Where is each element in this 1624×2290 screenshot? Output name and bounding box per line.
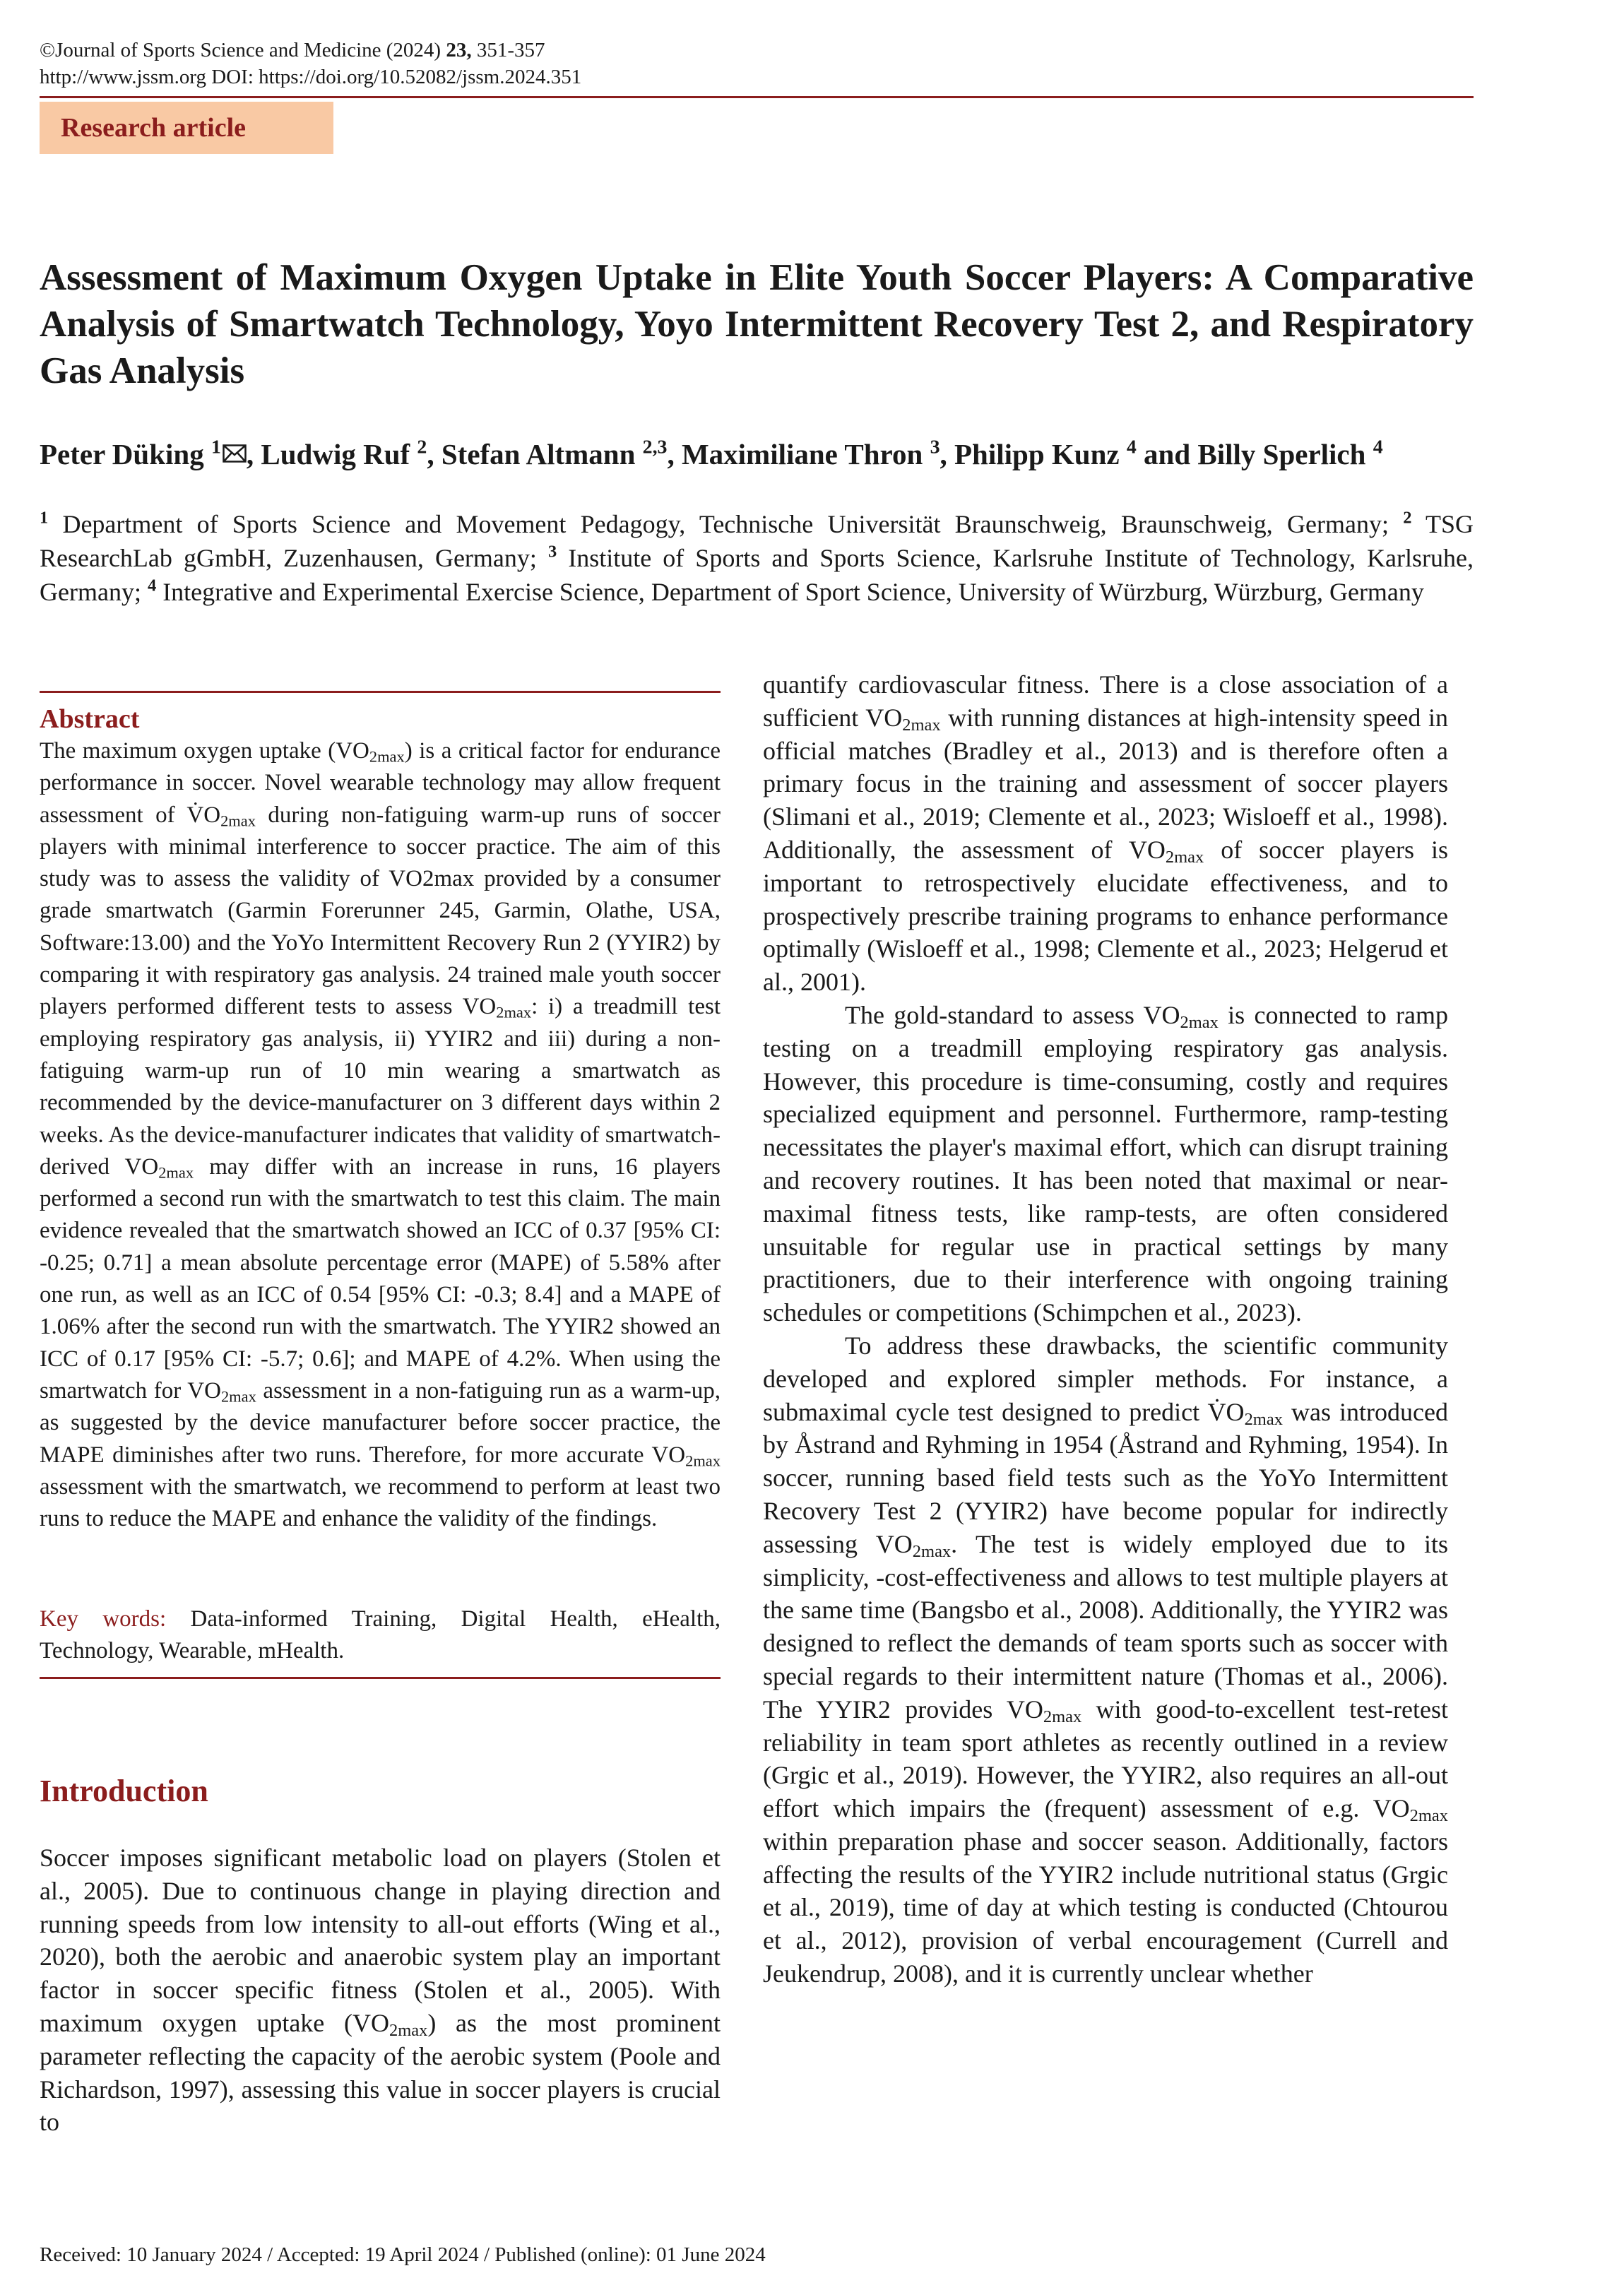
subscript: 2max [1043, 1707, 1082, 1726]
article-type-badge: Research article [40, 102, 333, 154]
keywords-label: Key words: [40, 1606, 167, 1632]
citation-line: ©Journal of Sports Science and Medicine (2024) 23, 351-357 [40, 39, 545, 61]
right-column [763, 668, 1448, 1991]
paragraph-fitness [763, 668, 1448, 999]
text-run: assessment in a non-fatiguing run as a warm-up, as suggested by the device manufacturer before soccer practice, the MAPE diminishes after two runs. Therefore, for more accurate VO [40, 1377, 721, 1468]
text-run: was introduced by Åstrand and Ryhming in 1954 (Åstrand and Ryhming, 1954). In soccer, running based field tests such as the YoYo Intermittent Recovery Test 2 (YYIR2) have become popular for indirectly assessing VO [763, 1397, 1449, 1558]
text-run: with good-to-excellent test-retest reliability in team sport athletes as recently outlined in a review (Grgic et al., 2019). However, the YYIR2, also requires an all-out effort which impairs the (frequent) assessment of e.g. VO [763, 1695, 1449, 1823]
abstract-top-rule [40, 691, 721, 693]
keywords-bottom-rule [40, 1677, 721, 1679]
text-run: ) as the most prominent parameter reflecting the capacity of the aerobic system (Poole and Richardson, 1997), assessing this value in soccer players is crucial to [40, 2008, 721, 2137]
author-name: Peter Düking $^1$ [40, 438, 247, 470]
received-dates: Received: 10 January 2024 / Accepted: 19 April 2024 / Published (online): 01 June 2024 [40, 2243, 766, 2266]
subscript: 2max [369, 747, 405, 766]
affiliation-number: 1 [40, 508, 49, 528]
affiliation-number: 4 [147, 576, 157, 595]
author-affiliation-number: 2,3 [642, 436, 668, 458]
author-affiliation-number: 4 [1373, 436, 1383, 458]
introduction-section [40, 1773, 721, 2139]
abstract-heading: Abstract [40, 704, 140, 734]
text-run: To address these drawbacks, the scientific community developed and explored simpler methods. For instance, a submaximal cycle test designed to predict V̇O [763, 1331, 1448, 1426]
header-divider [40, 96, 1474, 98]
keywords [40, 1603, 721, 1667]
author-affiliation-number: 3 [930, 436, 940, 458]
introduction-text [40, 1841, 721, 2139]
affiliation-text: Department of Sports Science and Movement Pedagogy, Technische Universität Braunschweig, Braunschweig, Germany; [48, 510, 1404, 538]
author-affiliation-number: 2 [417, 436, 427, 458]
subscript: 2max [389, 2021, 428, 2041]
text-run: The gold-standard to assess VO [845, 1000, 1180, 1029]
keywords-text: Data-informed Training, Digital Health, eHealth, Technology, Wearable, mHealth. [40, 1606, 721, 1663]
doi-line[interactable]: http://www.jssm.org DOI: https://doi.org/10.52082/jssm.2024.351 [40, 66, 582, 88]
author-name: Philipp Kunz $^4$ [954, 436, 1137, 470]
affiliation-number: 3 [547, 542, 557, 562]
affiliation-text: Integrative and Experimental Exercise Science, Department of Sport Science, University of Würzburg, Würzburg, Germany [156, 578, 1424, 606]
paragraph-gold-standard [763, 999, 1448, 1329]
text-run: with running distances at high-intensity speed in official matches (Bradley et al., 2013) and is therefore often a primary focus in the training and assessment of soccer players (Slimani et al., 2019; Clemente et al., 2023; Wisloeff et al., 1998). Additionally, the assessment of VO [763, 703, 1448, 864]
text-run: is connected to ramp testing on a treadmill employing respiratory gas analysis. However, this procedure is time-consuming, costly and requires specialized equipment and personnel. Furthermore, ramp-testing necessitates the player's maximal effort, which can disrupt training and recovery routines. It has been noted that maximal or near-maximal fitness tests, like ramp-tests, are often considered unsuitable for regular use in practical settings by many practitioners, due to their interference with ongoing training schedules or competitions (Schimpchen et al., 2023). [763, 1000, 1448, 1327]
affiliation-number: 2 [1403, 508, 1412, 528]
author-name: Maximiliane Thron $^3$ [681, 436, 940, 470]
author-name: Stefan Altmann $^{2,3}$ [441, 436, 668, 470]
introduction-heading: Introduction [40, 1774, 208, 1808]
abstract-text [40, 735, 721, 1535]
text-run: . The test is widely employed due to its simplicity, -cost-effectiveness and allows to test multiple players at the same time (Bangsbo et al., 2008). Additionally, the YYIR2 was designed to reflect the demands of team sports such as soccer with special regards to their intermittent nature (Thomas et al., 2006). The YYIR2 provides VO [763, 1529, 1448, 1724]
text-run: may differ with an increase in runs, 16 players performed a second run with the smartwatch to test this claim. The main evidence revealed that the smartwatch showed an ICC of 0.37 [95% CI: -0.25; 0.71] a mean absolute percentage error (MAPE) of 5.58% after one run, as well as an ICC of 0.54 [95% CI: -0.3; 8.4] and a MAPE of 1.06% after the second run with the smartwatch. The YYIR2 showed an ICC of 0.17 [95% CI: -5.7; 0.6]; and MAPE of 4.2%. When using the smartwatch for VO [40, 1153, 721, 1404]
affiliation-text: Institute of Sports and Sports Science, Karlsruhe Institute of Technology, Karlsruhe, Germany; [40, 544, 1474, 606]
subscript: 2max [220, 812, 256, 830]
subscript: 2max [1180, 1013, 1219, 1033]
subscript: 2max [496, 1003, 532, 1021]
text-run: assessment with the smartwatch, we recommend to perform at least two runs to reduce the MAPE and enhance the validity of the findings. [40, 1473, 721, 1532]
author-name: Ludwig Ruf $^2$ [261, 436, 427, 470]
keywords-section [40, 1603, 721, 1679]
subscript: 2max [1409, 1806, 1448, 1826]
affiliation-text: TSG ResearchLab gGmbH, Zuzenhausen, Germany; [40, 510, 1474, 572]
affiliations [40, 507, 1474, 609]
text-run: The maximum oxygen uptake (VO [40, 738, 369, 764]
subscript: 2max [902, 715, 941, 735]
text-run: Soccer imposes significant metabolic load on players (Stolen et al., 2005). Due to continuous change in playing direction and running speeds from low intensity to all-out efforts (Wing et al., 2020), both the aerobic and anaerobic system play an important factor in soccer specific fitness (Stolen et al., 2005). With maximum oxygen uptake (VO [40, 1844, 721, 2037]
author-affiliation-number: 4 [1126, 436, 1137, 458]
journal-header [40, 37, 581, 90]
text-run: ) is a critical factor for endurance performance in soccer. Novel wearable technology may allow frequent assessment of V̇O [40, 738, 721, 828]
paragraph-drawbacks [763, 1329, 1448, 1991]
envelope-icon[interactable] [223, 444, 247, 463]
subscript: 2max [1244, 1409, 1283, 1429]
subscript: 2max [685, 1452, 721, 1470]
subscript: 2max [158, 1163, 194, 1182]
paper-title: Assessment of Maximum Oxygen Uptake in Elite Youth Soccer Players: A Comparative Analysis of Smartwatch Technology, Yoyo Intermittent Recovery Test 2, and Respiratory Gas Analysis [40, 257, 1474, 391]
subscript: 2max [220, 1387, 256, 1406]
text-run: quantify cardiovascular fitness. There is a close association of a sufficient VO [763, 670, 1448, 732]
text-run: of soccer players is important to retrospectively elucidate effectiveness, and to prospectively prescribe training programs to enhance performance optimally (Wisloeff et al., 1998; Clemente et al., 2023; Helgerud et al., 2001). [763, 835, 1448, 997]
text-run: during non-fatiguing warm-up runs of soccer players with minimal interference to soccer practice. The aim of this study was to assess the validity of VO2max provided by a consumer grade smartwatch (Garmin Forerunner 245, Garmin, Olathe, USA, Software:13.00) and the YoYo Intermittent Recovery Run 2 (YYIR2) by comparing it with respiratory gas analysis. 24 trained male youth soccer players performed different tests to assess VO [40, 802, 721, 1020]
text-run: within preparation phase and soccer season. Additionally, factors affecting the results of the YYIR2 include nutritional status (Grgic et al., 2019), time of day at which testing is conducted (Chtourou et al., 2012), provision of verbal encouragement (Currell and Jeukendrup, 2008), and it is currently unclear whether [763, 1827, 1448, 1988]
author-name: Billy Sperlich $^4$ [1197, 436, 1383, 470]
subscript: 2max [912, 1541, 952, 1561]
abstract-section [40, 691, 721, 1535]
text-run: : i) a treadmill test employing respiratory gas analysis, ii) YYIR2 and iii) during a non-fatiguing warm-up run of 10 min wearing a smartwatch as recommended by the device-manufacturer on 3 different days within 2 weeks. As the device-manufacturer indicates that validity of smartwatch-derived VO [40, 994, 721, 1180]
author-list: Peter Düking $^1$ , Ludwig Ruf $^2$, Stefan Altmann $^{2,3}$, Maximiliane Thron $^3$, Philipp Kunz $^4$ and Billy Sperlich $^4$ [40, 436, 1383, 470]
subscript: 2max [1165, 848, 1204, 867]
author-affiliation-number: 1 [211, 436, 221, 458]
